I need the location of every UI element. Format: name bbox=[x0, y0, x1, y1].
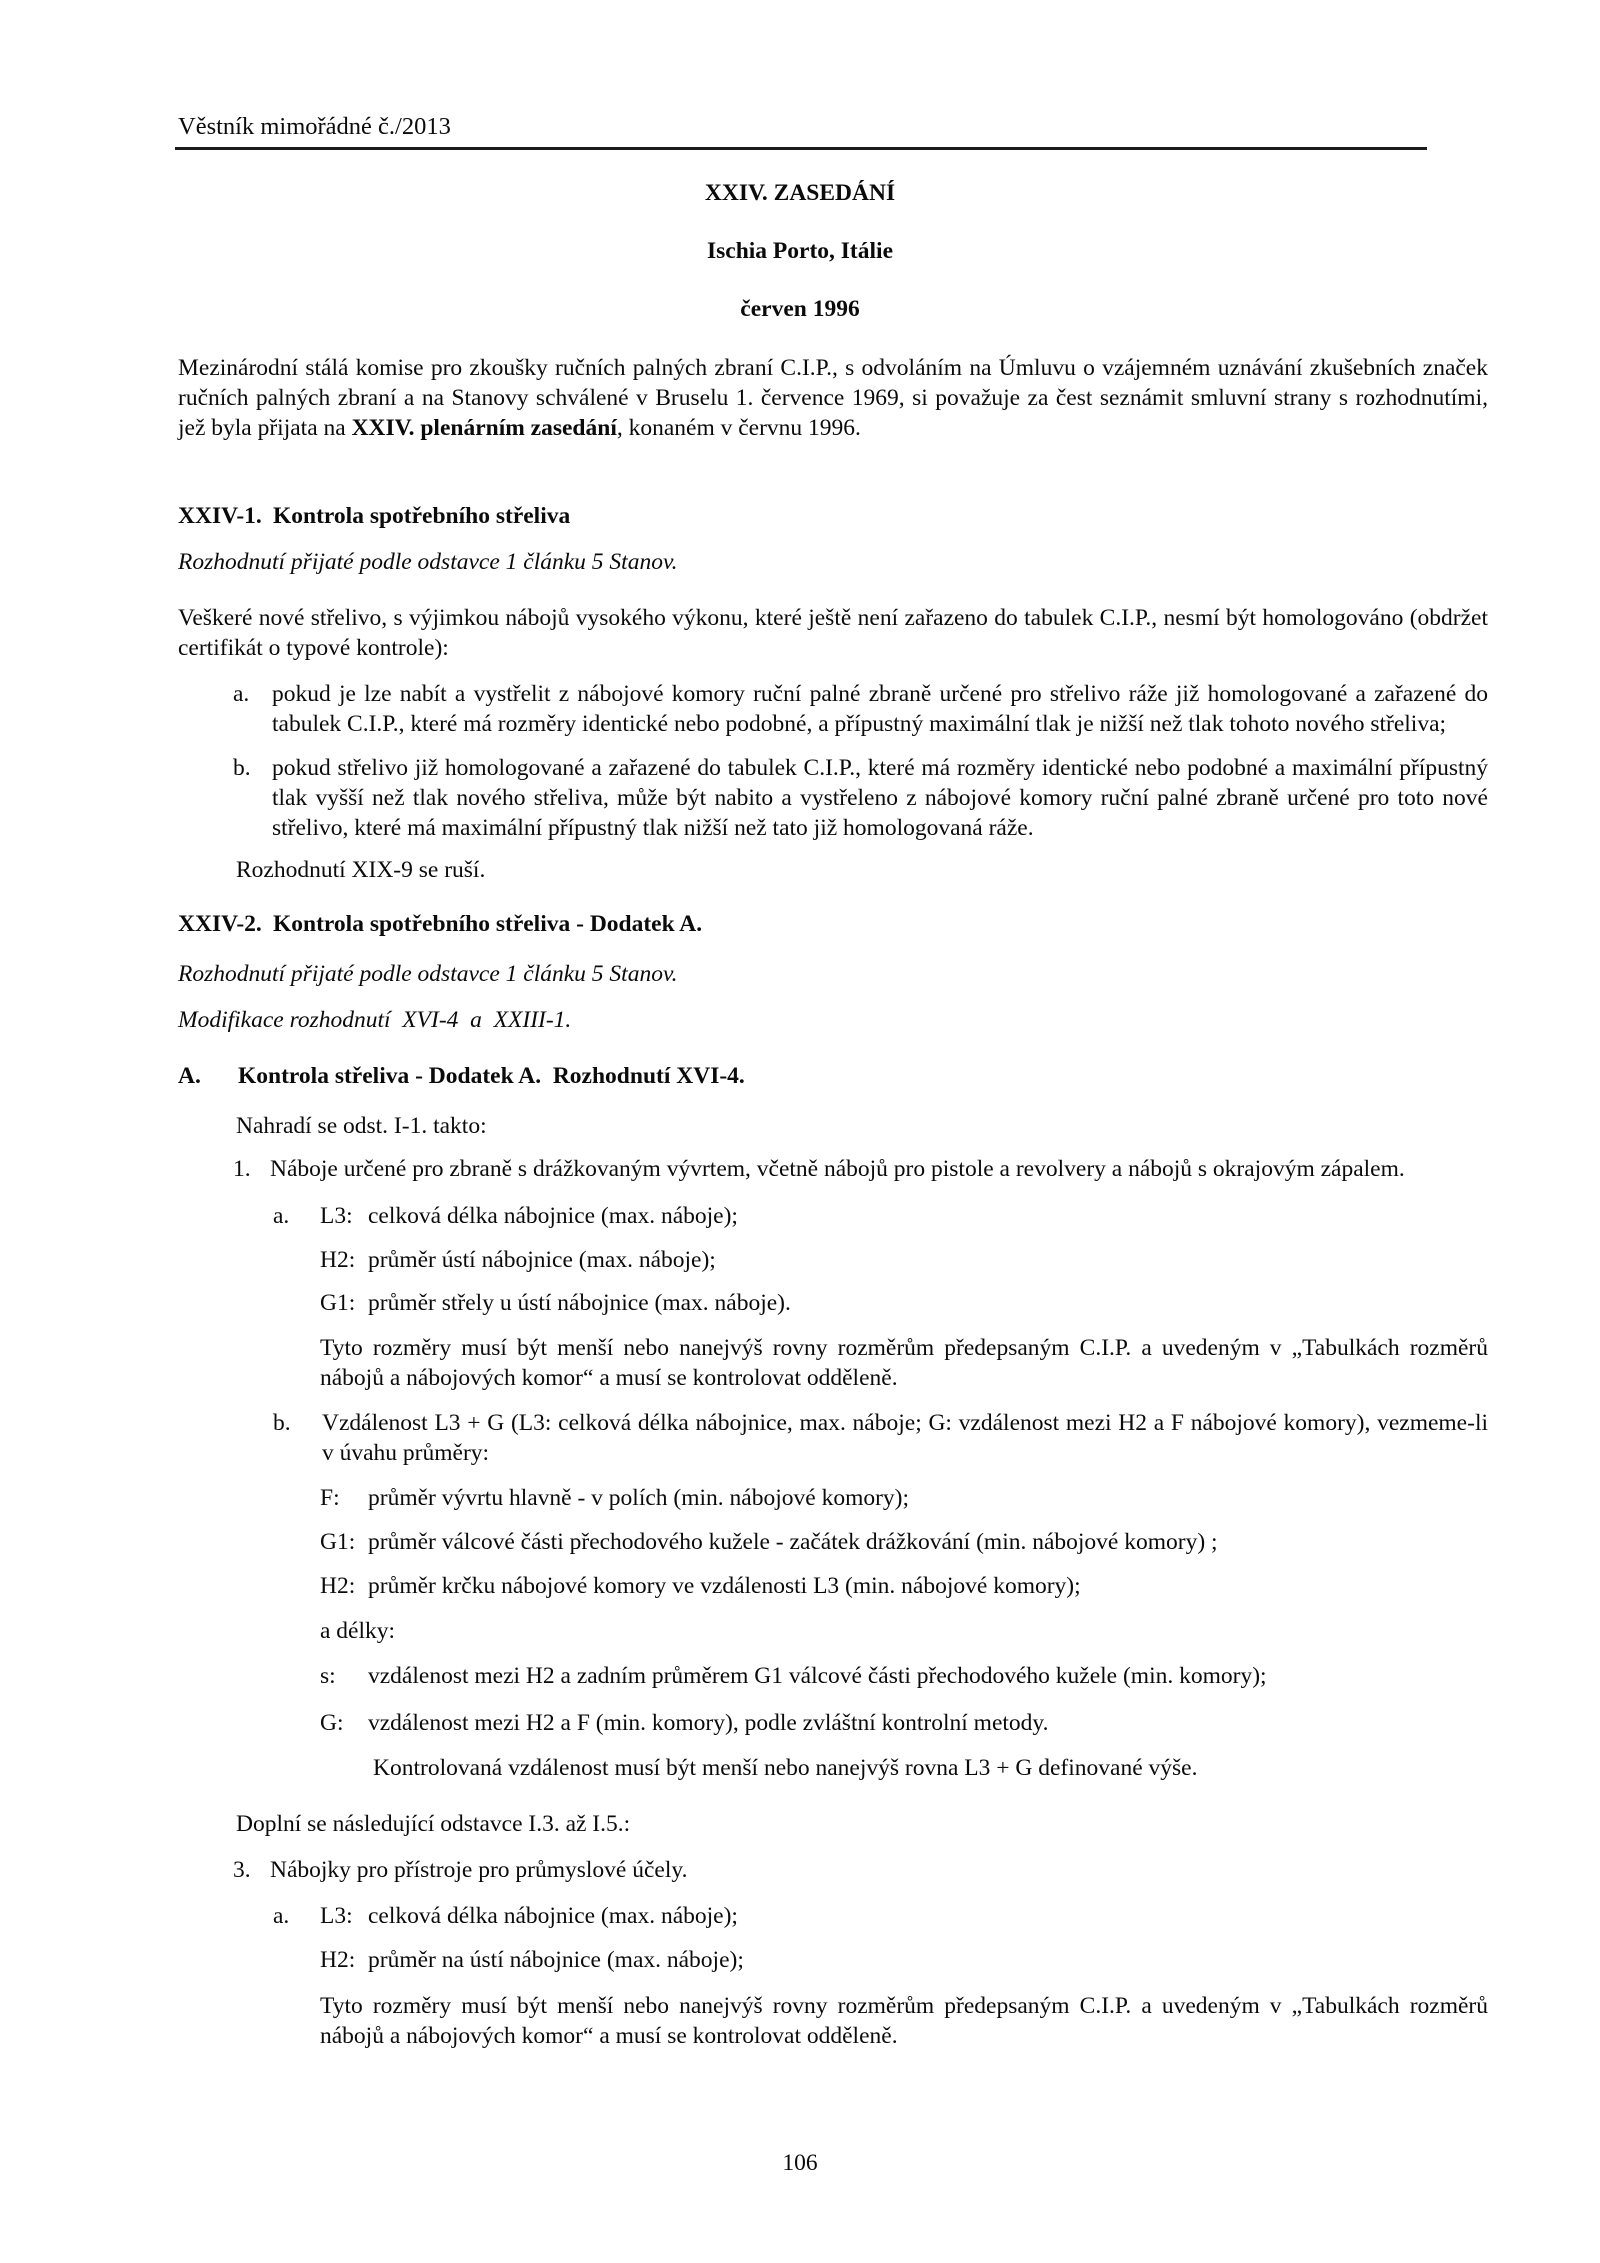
list-marker: b. bbox=[233, 755, 251, 781]
definition-text: celková délka nábojnice (max. náboje); bbox=[368, 1903, 738, 1929]
section-1-subnote: Rozhodnutí přijaté podle odstavce 1 článku 5 Stanov. bbox=[178, 549, 678, 575]
list-item-text: Vzdálenost L3 + G (L3: celková délka nábojnice, max. náboje; G: vzdálenost mezi H2 a F nábojové komory), vezmeme-li v úvahu průměry: bbox=[322, 1410, 1488, 1466]
definition-term: G1: bbox=[320, 1529, 356, 1555]
definition-marker: a. bbox=[273, 1203, 290, 1229]
dimensions-note: Tyto rozměry musí být menší nebo nanejvýš rovny rozměrům předepsaným C.I.P. a uvedeným v „Tabulkách rozměrů nábojů a nábojových komor“ a musí se kontrolovat odděleně. bbox=[320, 1993, 1488, 2049]
definition-text: průměr válcové části přechodového kužele - začátek drážkování (min. nábojové komory) ; bbox=[368, 1529, 1218, 1555]
list-item-3 bbox=[178, 1855, 1488, 1885]
definition-text: průměr ústí nábojnice (max. náboje); bbox=[368, 1247, 716, 1273]
definition-row-g1 bbox=[178, 1288, 1488, 1318]
definition-text: průměr střely u ústí nábojnice (max. náboje). bbox=[368, 1290, 791, 1316]
definition-row-f bbox=[178, 1483, 1488, 1513]
list-item-text: pokud střelivo již homologované a zařazené do tabulek C.I.P., které má rozměry identické nebo podobné a maximální přípustný tlak vyšší než tlak nového střeliva, může být nabito a vystřeleno z nábojové komory ruční palné zbraně určené pro toto nové střelivo, které má maximální přípustný tlak nižší než tato již homologovaná ráže. bbox=[272, 755, 1488, 841]
definition-marker: a. bbox=[273, 1903, 290, 1929]
definition-term: G1: bbox=[320, 1290, 356, 1316]
section-1-title: Kontrola spotřebního střeliva bbox=[273, 503, 571, 529]
definition-term: F: bbox=[320, 1485, 340, 1511]
session-title: XXIV. ZASEDÁNÍ bbox=[704, 180, 896, 206]
definition-row-l3 bbox=[178, 1201, 1488, 1231]
page-number: 106 bbox=[782, 2150, 818, 2176]
section-1-number: XXIV-1. bbox=[178, 503, 262, 529]
location-title: Ischia Porto, Itálie bbox=[706, 238, 893, 264]
list-item-1 bbox=[178, 1154, 1488, 1184]
definition-term: G: bbox=[320, 1710, 344, 1736]
list-item-a bbox=[178, 679, 1488, 739]
section-2-title: Kontrola spotřebního střeliva - Dodatek A. bbox=[273, 911, 703, 937]
part-a-marker: A. bbox=[178, 1063, 201, 1089]
section-2-heading bbox=[178, 909, 1488, 939]
intro-text-start: Mezinárodní stálá komise pro zkoušky ručních palných zbraní C.I.P., s odvoláním na Úmluvu o vzájemném uznávání zkušebních značek ručních palných zbraní a na Stanovy schválené v Bruselu 1. července 1969, si považuje za čest seznámit smluvní strany s rozhodnutími, jež byla přijata na bbox=[178, 355, 1488, 441]
list-item-text: Náboje určené pro zbraně s drážkovaným vývrtem, včetně nábojů pro pistole a revolvery a nábojů s okrajovým zápalem. bbox=[270, 1156, 1405, 1182]
supplement-line: Doplní se následující odstavce I.3. až I.5.: bbox=[236, 1811, 631, 1837]
definition-term: s: bbox=[320, 1663, 336, 1689]
definition-text: průměr vývrtu hlavně - v polích (min. nábojové komory); bbox=[368, 1485, 910, 1511]
definition-term: L3: bbox=[320, 1203, 353, 1229]
section-2-subnote-1: Rozhodnutí přijaté podle odstavce 1 článku 5 Stanov. bbox=[178, 961, 678, 987]
definition-row-l3c bbox=[178, 1901, 1488, 1931]
definition-term: H2: bbox=[320, 1947, 356, 1973]
lengths-label: a délky: bbox=[320, 1618, 396, 1644]
definition-text: vzdálenost mezi H2 a zadním průměrem G1 válcové části přechodového kužele (min. komory); bbox=[368, 1663, 1267, 1689]
definition-term: L3: bbox=[320, 1903, 353, 1929]
definition-row-g bbox=[178, 1708, 1488, 1738]
definition-text: vzdálenost mezi H2 a F (min. komory), podle zvláštní kontrolní metody. bbox=[368, 1710, 1049, 1736]
dimensions-note: Tyto rozměry musí být menší nebo nanejvýš rovny rozměrům předepsaným C.I.P. a uvedeným v „Tabulkách rozměrů nábojů a nábojových komor“ a musí se kontrolovat odděleně. bbox=[320, 1335, 1488, 1391]
intro-paragraph bbox=[178, 353, 1488, 443]
definition-text: průměr krčku nábojové komory ve vzdálenosti L3 (min. nábojové komory); bbox=[368, 1573, 1081, 1599]
definition-text: celková délka nábojnice (max. náboje); bbox=[368, 1203, 738, 1229]
intro-text-bold: XXIV. plenárním zasedání bbox=[351, 415, 617, 441]
list-marker: 1. bbox=[233, 1156, 251, 1182]
list-item-text: Nábojky pro přístroje pro průmyslové účely. bbox=[270, 1857, 688, 1883]
part-a-heading bbox=[178, 1061, 1488, 1091]
section-1-closing: Rozhodnutí XIX-9 se ruší. bbox=[236, 857, 486, 883]
list-item-b-distance bbox=[178, 1408, 1488, 1468]
list-item-text: pokud je lze nabít a vystřelit z nábojové komory ruční palné zbraně určené pro střelivo ráže již homologované a zařazené do tabulek C.I.P., které má rozměry identické nebo podobné, a přípustný maximální tlak je nižší než tlak tohoto nového střeliva; bbox=[272, 681, 1488, 737]
definition-row-h2 bbox=[178, 1245, 1488, 1275]
section-2-subnote-2: Modifikace rozhodnutí XVI-4 a XXIII-1. bbox=[178, 1007, 572, 1033]
definition-row-h2b bbox=[178, 1571, 1488, 1601]
definition-row-h2c bbox=[178, 1945, 1488, 1975]
list-marker: a. bbox=[233, 681, 250, 707]
header-rule bbox=[175, 147, 1427, 150]
document-content bbox=[178, 0, 1488, 2051]
section-2-number: XXIV-2. bbox=[178, 911, 262, 937]
definition-term: H2: bbox=[320, 1247, 356, 1273]
definition-row-g1b bbox=[178, 1527, 1488, 1557]
section-1-paragraph: Veškeré nové střelivo, s výjimkou nábojů vysokého výkonu, které ještě není zařazeno do tabulek C.I.P., nesmí být homologováno (obdržet certifikát o typové kontrole): bbox=[178, 605, 1488, 661]
definition-row-s bbox=[178, 1661, 1488, 1691]
control-note: Kontrolovaná vzdálenost musí být menší nebo nanejvýš rovna L3 + G definované výše. bbox=[373, 1755, 1198, 1781]
list-item-b bbox=[178, 753, 1488, 843]
list-marker: 3. bbox=[233, 1857, 251, 1883]
definition-term: H2: bbox=[320, 1573, 356, 1599]
part-a-lead: Nahradí se odst. I-1. takto: bbox=[236, 1113, 487, 1139]
part-a-title: Kontrola střeliva - Dodatek A. Rozhodnutí XVI-4. bbox=[238, 1063, 745, 1089]
list-marker: b. bbox=[273, 1410, 291, 1436]
intro-text-end: , konaném v červnu 1996. bbox=[616, 415, 861, 441]
section-1-heading bbox=[178, 501, 1488, 531]
definition-text: průměr na ústí nábojnice (max. náboje); bbox=[368, 1947, 744, 1973]
page-header: Věstník mimořádné č./2013 bbox=[178, 113, 451, 140]
date-title: červen 1996 bbox=[740, 296, 860, 322]
